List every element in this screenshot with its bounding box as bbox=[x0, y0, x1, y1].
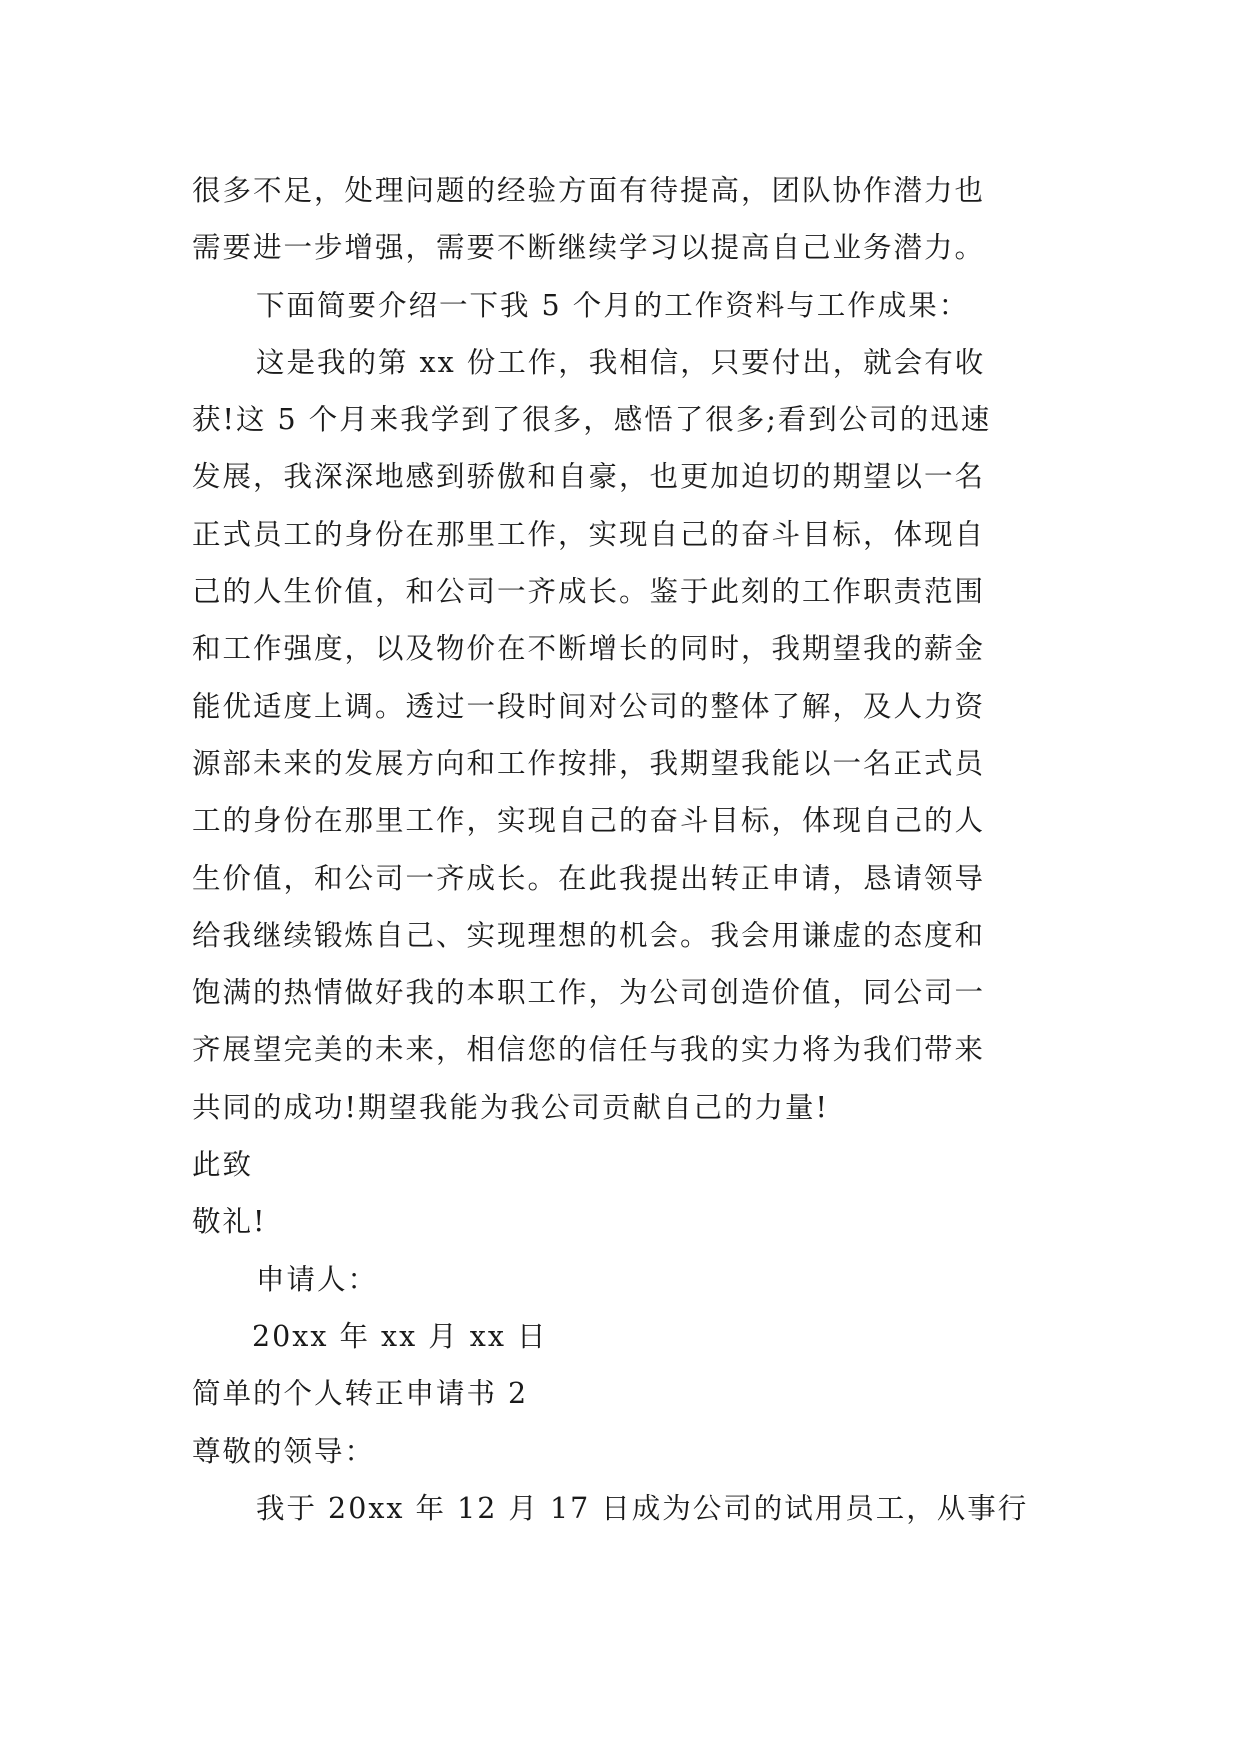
greeting: 尊敬的领导： bbox=[192, 1434, 376, 1468]
paragraph-line: 工的身份在那里工作，实现自己的奋斗目标，体现自己的人 bbox=[192, 804, 986, 838]
application-date: 20xx 年 xx 月 xx 日 bbox=[252, 1319, 548, 1353]
paragraph-line: 能优适度上调。透过一段时间对公司的整体了解，及人力资 bbox=[192, 689, 986, 723]
paragraph-line: 获!这 5 个月来我学到了很多，感悟了很多;看到公司的迅速 bbox=[192, 403, 992, 437]
paragraph-line: 共同的成功!期望我能为我公司贡献自己的力量! bbox=[192, 1090, 829, 1124]
paragraph-line: 发展，我深深地感到骄傲和自豪，也更加迫切的期望以一名 bbox=[192, 460, 986, 494]
paragraph-line: 下面简要介绍一下我 5 个月的工作资料与工作成果： bbox=[256, 288, 970, 322]
paragraph-line: 生价值，和公司一齐成长。在此我提出转正申请，恳请领导 bbox=[192, 861, 986, 895]
paragraph-line: 饱满的热情做好我的本职工作，为公司创造价值，同公司一 bbox=[192, 976, 986, 1010]
paragraph-line: 很多不足，处理问题的经验方面有待提高，团队协作潜力也 bbox=[192, 174, 986, 207]
closing-salutation: 此致 bbox=[192, 1148, 254, 1182]
applicant-signature: 申请人： bbox=[256, 1262, 379, 1296]
paragraph-line: 正式员工的身份在那里工作，实现自己的奋斗目标，体现自 bbox=[192, 517, 986, 551]
paragraph-line: 这是我的第 xx 份工作，我相信，只要付出，就会有收 bbox=[256, 345, 986, 379]
paragraph-line: 己的人生价值，和公司一齐成长。鉴于此刻的工作职责范围 bbox=[192, 575, 986, 609]
section-title: 简单的个人转正申请书 2 bbox=[192, 1377, 529, 1411]
closing-regards: 敬礼! bbox=[192, 1205, 267, 1239]
document-body bbox=[192, 162, 1052, 1537]
paragraph-line: 源部未来的发展方向和工作按排，我期望我能以一名正式员 bbox=[192, 746, 986, 780]
paragraph-line: 给我继续锻炼自己、实现理想的机会。我会用谦虚的态度和 bbox=[192, 918, 986, 952]
paragraph-line: 我于 20xx 年 12 月 17 日成为公司的试用员工，从事行 bbox=[256, 1491, 1029, 1525]
paragraph-line: 和工作强度，以及物价在不断增长的同时，我期望我的薪金 bbox=[192, 632, 986, 666]
paragraph-line: 需要进一步增强，需要不断继续学习以提高自己业务潜力。 bbox=[192, 231, 986, 265]
paragraph-line: 齐展望完美的未来，相信您的信任与我的实力将为我们带来 bbox=[192, 1033, 986, 1067]
